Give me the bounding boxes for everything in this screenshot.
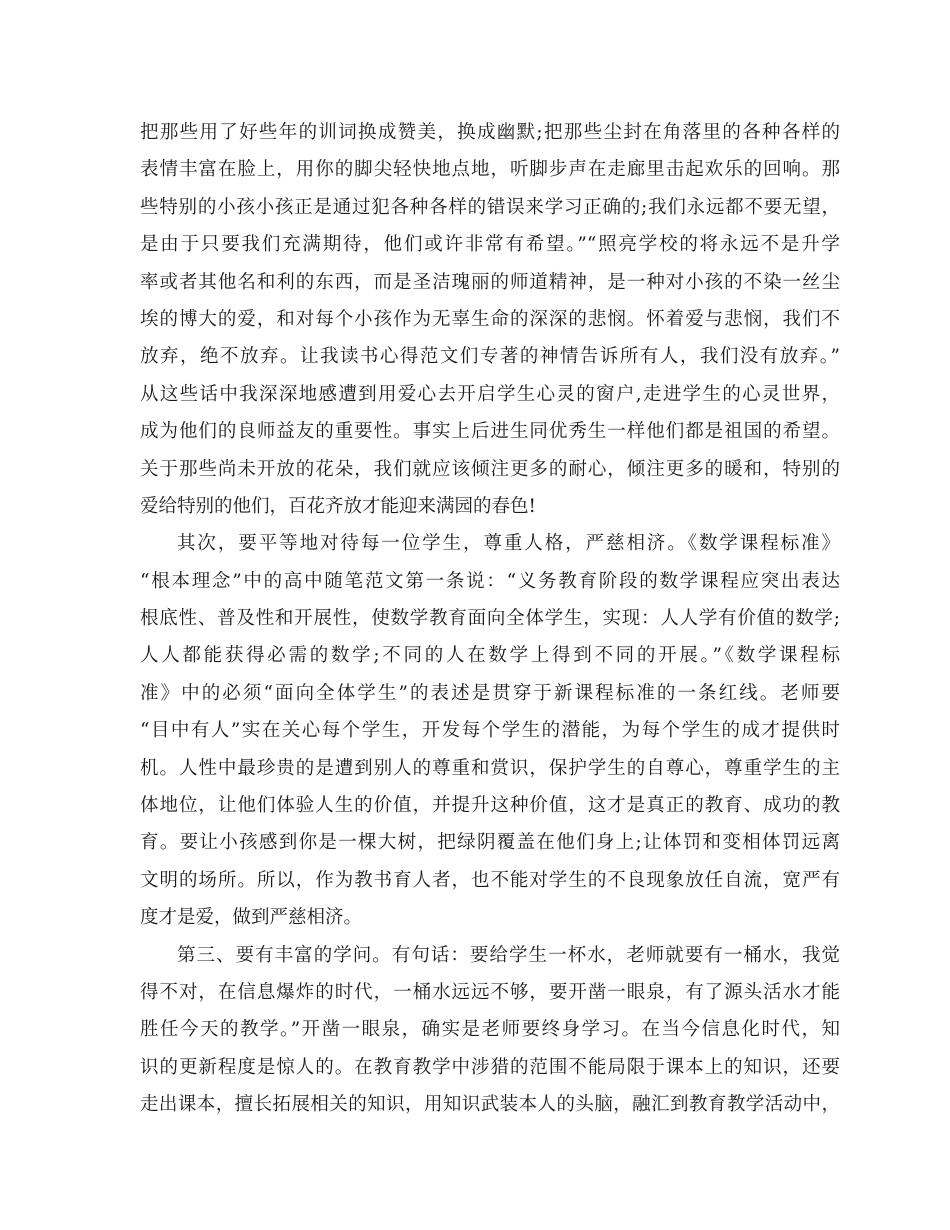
text-line: 体地位，让他们体验人生的价值，并提升这种价值，这才是真正的教育、成功的教 [140, 795, 840, 817]
paragraph-start-line: 第三、要有丰富的学问。有句话：要给学生一杯水，老师就要有一桶水，我觉 [177, 944, 840, 966]
text-line: 胜任今天的教学。”开凿一眼泉，确实是老师要终身学习。在当今信息化时代，知 [140, 1019, 840, 1041]
text-line: 关于那些尚未开放的花朵，我们就应该倾注更多的耐心，倾注更多的暖和，特别的 [140, 458, 840, 480]
text-line: “根本理念”中的高中随笔范文第一条说：“义务教育阶段的数学课程应突出表达 [140, 570, 840, 592]
text-line: 成为他们的良师益友的重要性。事实上后进生同优秀生一样他们都是祖国的希望。 [140, 421, 840, 443]
text-line: 准》中的必须“面向全体学生”的表述是贯穿于新课程标准的一条红线。老师要 [140, 682, 840, 704]
paragraph-end-line: 度才是爱，做到严慈相济。 [140, 907, 363, 929]
text-line: “目中有人”实在关心每个学生，开发每个学生的潜能，为每个学生的成才提供时 [140, 720, 840, 742]
text-line: 文明的场所。所以，作为教书育人者，也不能对学生的不良现象放任自流，宽严有 [140, 869, 840, 891]
text-line: 根底性、普及性和开展性，使数学教育面向全体学生，实现：人人学有价值的数学; [140, 608, 840, 630]
text-line: 表情丰富在脸上，用你的脚尖轻快地点地，听脚步声在走廊里击起欢乐的回响。那 [140, 159, 840, 181]
text-line: 人人都能获得必需的数学;不同的人在数学上得到不同的开展。”《数学课程标 [140, 645, 840, 667]
text-line: 育。要让小孩感到你是一棵大树，把绿阴覆盖在他们身上;让体罚和变相体罚远离 [140, 832, 840, 854]
text-line: 走出课本，擅长拓展相关的知识，用知识武装本人的头脑，融汇到教育教学活动中， [140, 1094, 840, 1116]
paragraph-start-line: 其次，要平等地对待每一位学生，尊重人格，严慈相济。《数学课程标准》 [177, 533, 840, 555]
text-line: 从这些话中我深深地感遭到用爱心去开启学生心灵的窗户,走进学生的心灵世界， [140, 383, 840, 405]
text-line: 些特别的小孩小孩正是通过犯各种各样的错误来学习正确的;我们永远都不要无望， [140, 196, 840, 218]
text-line: 识的更新程度是惊人的。在教育教学中涉猎的范围不能局限于课本上的知识，还要 [140, 1056, 840, 1078]
text-line: 把那些用了好些年的训词换成赞美，换成幽默;把那些尘封在角落里的各种各样的 [140, 122, 840, 143]
text-line: 得不对，在信息爆炸的时代，一桶水远远不够，要开凿一眼泉，有了源头活水才能 [140, 981, 840, 1003]
document-body [140, 114, 840, 1124]
text-line: 机。人性中最珍贵的是遭到别人的尊重和赏识，保护学生的自尊心，尊重学生的主 [140, 757, 840, 779]
paragraph-end-line: 爱给特别的他们，百花齐放才能迎来满园的春色! [140, 495, 536, 517]
text-line: 放弃，绝不放弃。让我读书心得范文们专著的神情告诉所有人，我们没有放弃。” [140, 346, 840, 368]
text-line: 率或者其他名和利的东西，而是圣洁瑰丽的师道精神，是一种对小孩的不染一丝尘 [140, 271, 840, 293]
text-line: 埃的博大的爱，和对每个小孩作为无辜生命的深深的悲悯。怀着爱与悲悯，我们不 [140, 308, 840, 330]
text-line: 是由于只要我们充满期待，他们或许非常有希望。”“照亮学校的将永远不是升学 [140, 234, 840, 256]
